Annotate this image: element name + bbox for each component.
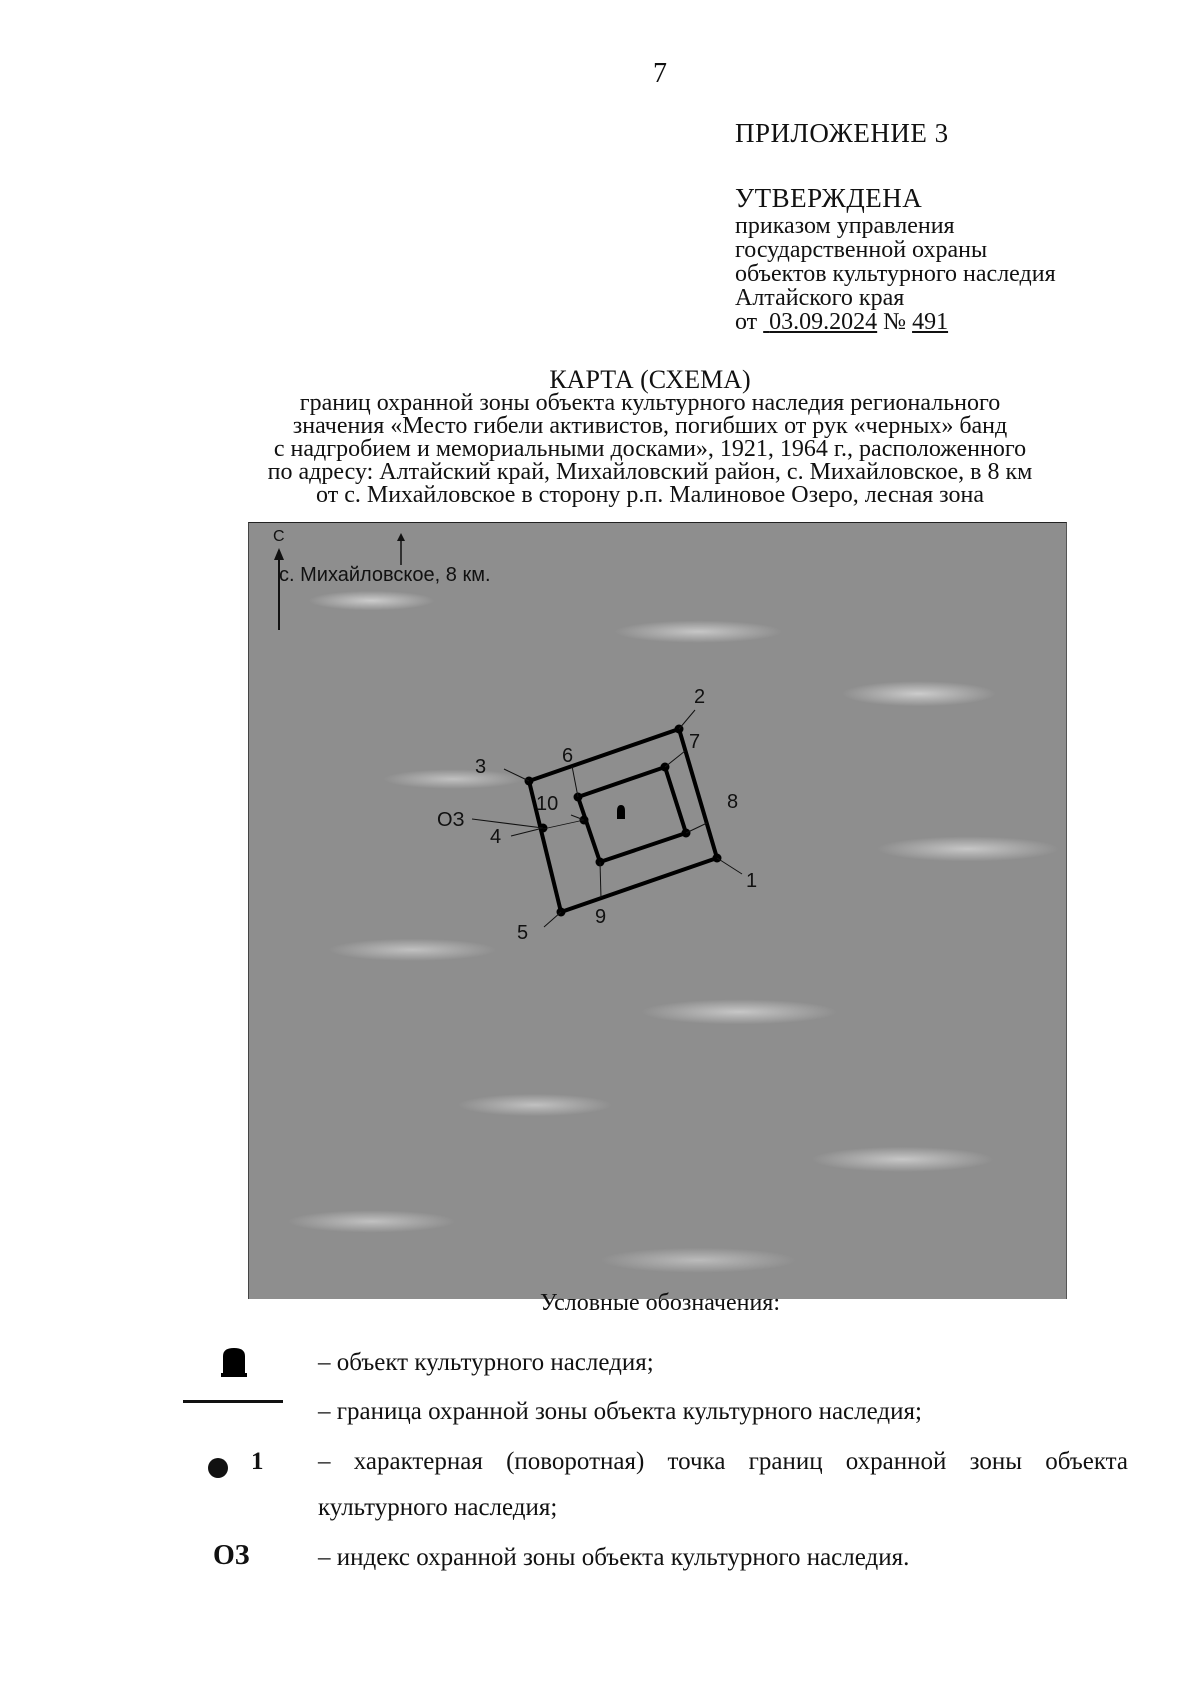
map-title-block bbox=[180, 365, 1120, 508]
page-number: 7 bbox=[653, 58, 667, 89]
point-label-10: 10 bbox=[536, 793, 559, 815]
order-number: 491 bbox=[912, 309, 949, 335]
point-label-3: 3 bbox=[475, 756, 487, 778]
north-label: С bbox=[273, 528, 285, 545]
order-number-sign: № bbox=[883, 309, 907, 335]
order-date: 03.09.2024 bbox=[769, 309, 878, 335]
title-line: с надгробием и мемориальными досками», 1921, 1964 г., расположенного bbox=[273, 436, 1027, 462]
point-label-5: 5 bbox=[517, 922, 529, 944]
title-line: границ охранной зоны объекта культурного наследия регионального bbox=[299, 390, 1001, 416]
point-label-7: 7 bbox=[689, 731, 701, 753]
order-line: Алтайского края bbox=[735, 285, 905, 311]
appendix-label: ПРИЛОЖЕНИЕ 3 bbox=[735, 118, 949, 148]
legend-item-zone-index: – индекс охранной зоны объекта культурного наследия. bbox=[318, 1544, 910, 1571]
order-block bbox=[735, 214, 1056, 334]
title-line: от с. Михайловское в сторону р.п. Малиновое Озеро, лесная зона bbox=[316, 482, 984, 508]
approved-label: УТВЕРЖДЕНА bbox=[735, 183, 923, 213]
north-arrowhead-icon bbox=[274, 548, 284, 560]
inner-boundary bbox=[578, 767, 686, 862]
map-overlay bbox=[249, 523, 1066, 1299]
legend-point-dot-icon bbox=[208, 1458, 228, 1478]
legend-title: Условные обозначения: bbox=[539, 1290, 781, 1316]
point-label-4: 4 bbox=[490, 826, 502, 848]
order-date-line bbox=[735, 310, 1056, 334]
point-label-9: 9 bbox=[595, 906, 607, 928]
satellite-map bbox=[248, 522, 1067, 1299]
direction-label: с. Михайловское, 8 км. bbox=[279, 564, 491, 586]
map-title: КАРТА (СХЕМА) bbox=[549, 365, 751, 394]
monument-icon bbox=[617, 805, 625, 819]
legend-item-point-cont: культурного наследия; bbox=[318, 1494, 558, 1521]
legend-item-point: – характерная (поворотная) точка границ охранной зоны объекта bbox=[318, 1448, 1128, 1475]
direction-arrowhead-icon bbox=[397, 533, 405, 541]
title-line: значения «Место гибели активистов, погибших от рук «черных» банд bbox=[292, 413, 1008, 439]
point-label-8: 8 bbox=[727, 791, 739, 813]
legend-boundary-line-icon bbox=[183, 1400, 283, 1403]
order-line: объектов культурного наследия bbox=[735, 261, 1056, 287]
order-line: государственной охраны bbox=[735, 237, 988, 263]
order-from: от bbox=[735, 309, 758, 335]
legend-zone-index-symbol: ОЗ bbox=[213, 1540, 250, 1571]
zone-index-label: ОЗ bbox=[437, 809, 465, 831]
point-label-1: 1 bbox=[746, 870, 758, 892]
title-line: по адресу: Алтайский край, Михайловский район, с. Михайловское, в 8 км bbox=[267, 459, 1033, 485]
legend-point-number: 1 bbox=[251, 1448, 264, 1475]
legend-item-boundary: – граница охранной зоны объекта культурного наследия; bbox=[318, 1398, 922, 1425]
legend-monument-icon bbox=[221, 1346, 247, 1378]
order-line: приказом управления bbox=[735, 213, 955, 239]
legend-item-monument: – объект культурного наследия; bbox=[318, 1349, 654, 1376]
point-label-6: 6 bbox=[562, 745, 574, 767]
point-label-2: 2 bbox=[694, 686, 706, 708]
protection-zone-boundary bbox=[529, 729, 717, 912]
